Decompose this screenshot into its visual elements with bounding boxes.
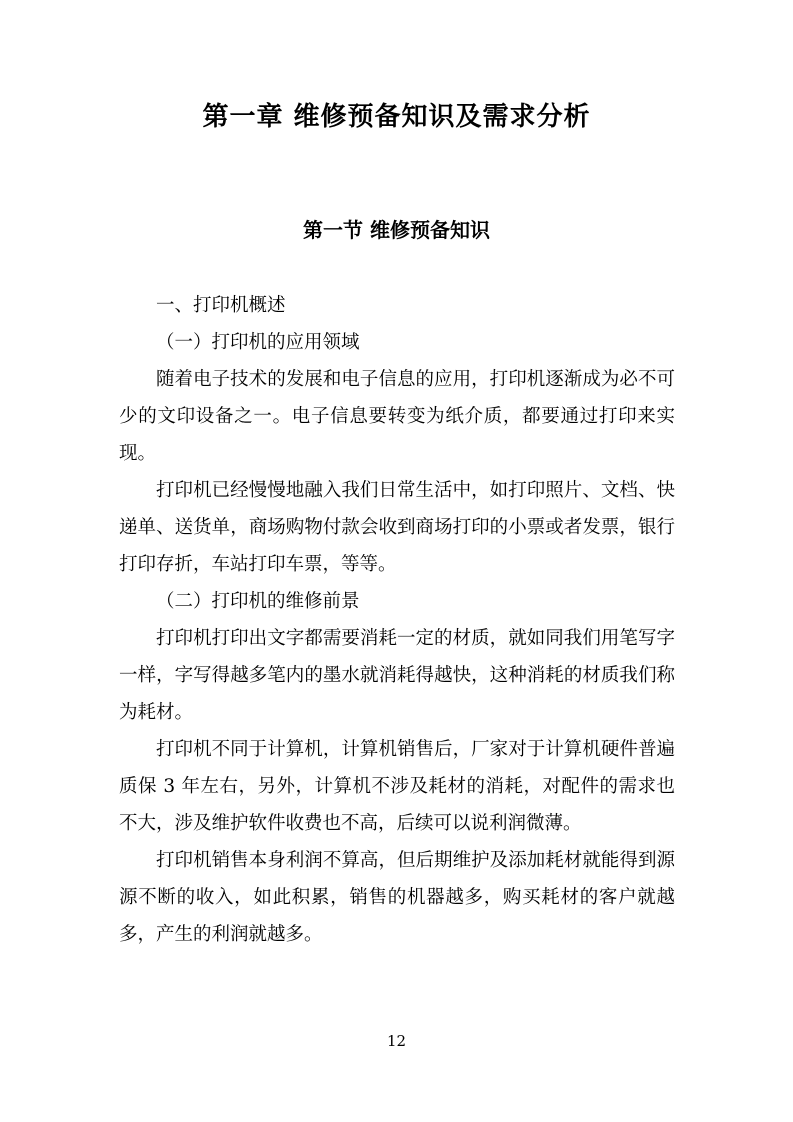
section-title: 第一节 维修预备知识 [303, 218, 490, 242]
paragraph: 打印机不同于计算机，计算机销售后，厂家对于计算机硬件普遍质保 3 年左右，另外，计算机不涉及耗材的消耗，对配件的需求也不大，涉及维护软件收费也不高，后续可以说利润微薄。 [119, 739, 675, 834]
body-text [119, 287, 675, 953]
chapter-title: 第一章 维修预备知识及需求分析 [202, 102, 591, 132]
paragraph: 打印机打印出文字都需要消耗一定的材质，就如同我们用笔写字一样，字写得越多笔内的墨水就消耗得越快，这种消耗的材质我们称为耗材。 [119, 628, 675, 723]
subheading-repair-prospects: （二）打印机的维修前景 [156, 591, 360, 612]
paragraph: 随着电子技术的发展和电子信息的应用，打印机逐渐成为必不可少的文印设备之一。电子信息要转变为纸介质，都要通过打印来实现。 [119, 369, 675, 464]
subheading-application-areas: （一）打印机的应用领域 [156, 332, 360, 353]
heading-printer-overview: 一、打印机概述 [156, 295, 286, 316]
page-number: 12 [386, 1032, 407, 1050]
paragraph: 打印机已经慢慢地融入我们日常生活中，如打印照片、文档、快递单、送货单，商场购物付款会收到商场打印的小票或者发票，银行打印存折，车站打印车票，等等。 [119, 480, 675, 575]
paragraph: 打印机销售本身利润不算高，但后期维护及添加耗材就能得到源源不断的收入，如此积累，销售的机器越多，购买耗材的客户就越多，产生的利润就越多。 [119, 850, 675, 945]
